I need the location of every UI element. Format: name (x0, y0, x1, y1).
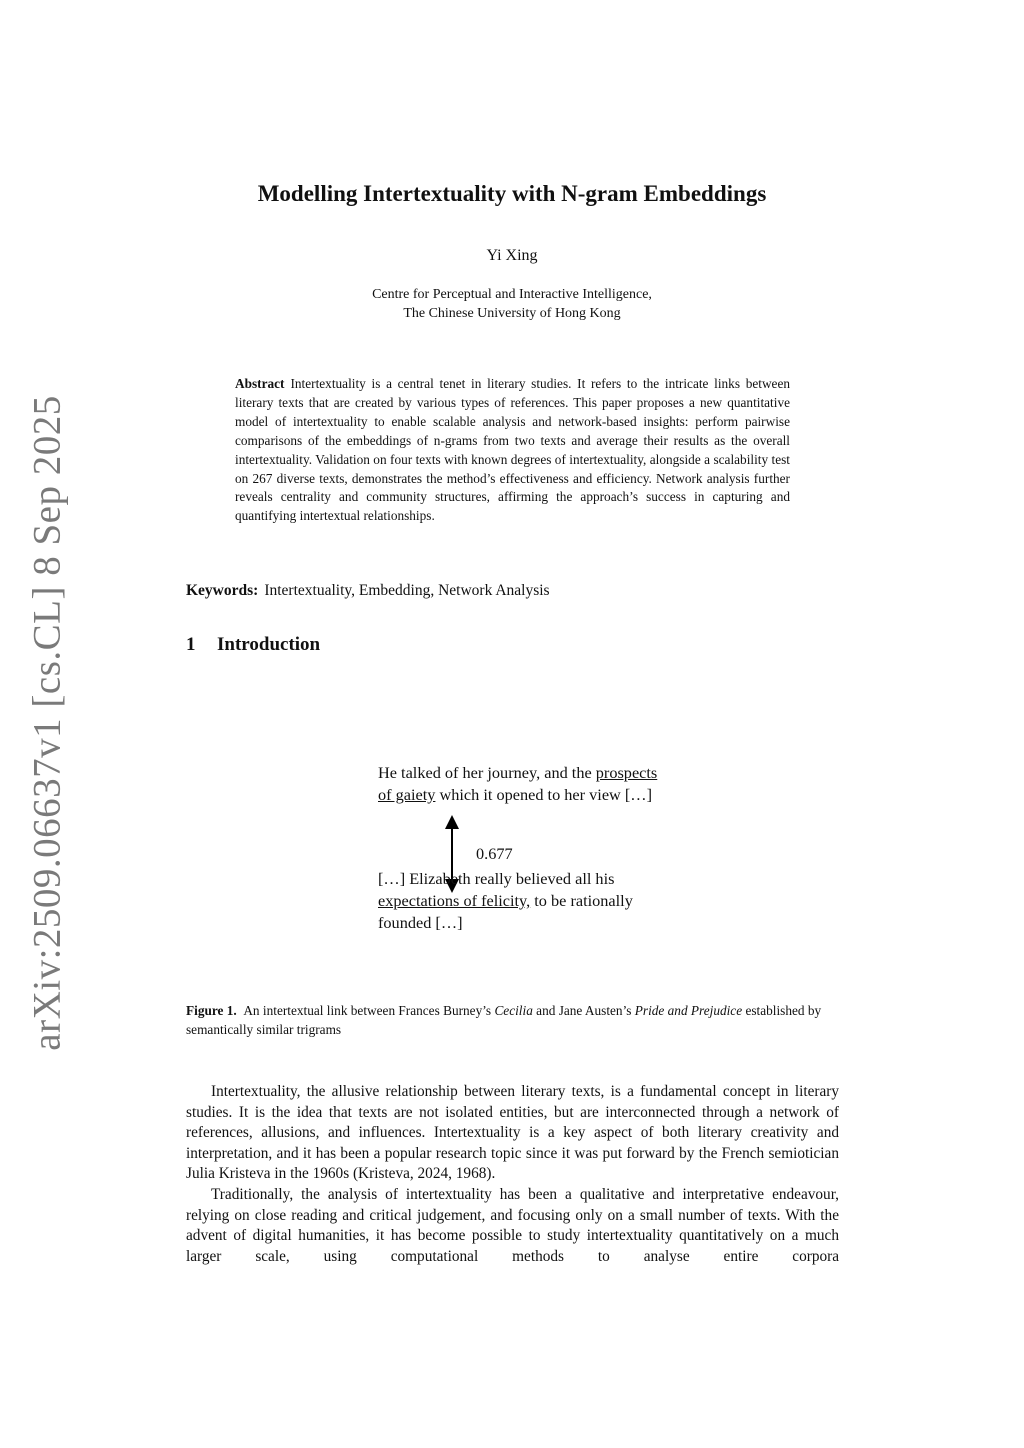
keywords (186, 582, 550, 600)
abstract-label: Abstract (235, 376, 285, 391)
figure-quote-cecilia (378, 762, 668, 806)
abstract-text: Intertextuality is a central tenet in literary studies. It refers to the intricate links between literary texts that are created by various types of references. This paper proposes a new quantitative model of intertextuality to enable scalable analysis and network-based insights: perform pairwise comparisons of the embeddings of n-grams from two texts and average their results as the overall intertextuality. Validation on four texts with known degrees of intertextuality, alongside a scalability test on 267 diverse texts, demonstrates the method’s effectiveness and efficiency. Network analysis further reveals centrality and community structures, affirming the approach’s success in capturing and quantifying intertextual relationships. (235, 376, 790, 524)
similarity-score: 0.677 (476, 844, 513, 863)
affiliation-line-2: The Chinese University of Hong Kong (403, 306, 621, 321)
figure-quote-pride-prejudice (378, 868, 668, 934)
caption-label: Figure 1. (186, 1003, 237, 1018)
caption-work-a: Cecilia (494, 1003, 533, 1018)
keywords-label: Keywords: (186, 582, 259, 599)
section-heading (186, 634, 320, 656)
figure-caption (186, 1002, 840, 1039)
abstract (235, 375, 790, 526)
section-title-text: Introduction (217, 634, 321, 655)
caption-text-c: established by semantically similar trigrams (186, 1003, 822, 1037)
body-paragraph-2: Traditionally, the analysis of intertextuality has been a qualitative and interpretative endeavour, relying on close reading and critical judgement, and focusing only on a small number of texts. With the advent of digital humanities, it has become possible to study intertextuality quantitatively on a much larger scale, using computational methods to analyse entire corpora (186, 1185, 839, 1265)
section-number: 1 (186, 634, 196, 655)
quote-bottom-before: […] Elizabeth really believed all his (378, 869, 615, 888)
arxiv-identifier: arXiv:2509.06637v1 [cs.CL] 8 Sep 2025 (25, 395, 69, 1051)
paper-title: Modelling Intertextuality with N-gram Embeddings (257, 181, 767, 206)
quote-top-trigram: prospects of gaiety (378, 763, 658, 804)
author-affiliation (0, 285, 1024, 323)
caption-work-b: Pride and Prejudice (634, 1003, 743, 1018)
quote-bottom-after: to be rationally founded […] (378, 891, 633, 932)
author-name: Yi Xing (486, 247, 538, 264)
body-text (186, 1082, 839, 1267)
caption-text-a: An intertextual link between Frances Burney’s (243, 1003, 492, 1018)
affiliation-line-1: Centre for Perceptual and Interactive Intelligence, (372, 287, 652, 302)
body-paragraph-1: Intertextuality, the allusive relationship between literary texts, is a fundamental concept in literary studies. It is the idea that texts are not isolated entities, but are interconnected through a network of references, allusions, and influences. Intertextuality is a key aspect of both literary creativity and interpretation, and it has been a popular research topic since it was put forward by the French semiotician Julia Kristeva in the 1960s (Kristeva, 2024, 1968). (186, 1083, 839, 1183)
caption-text-b: and Jane Austen’s (536, 1003, 632, 1018)
quote-top-before: He talked of her journey, and the (378, 763, 592, 782)
quote-top-after: which it opened to her view […] (439, 785, 652, 804)
quote-bottom-trigram: expectations of felicity, (378, 891, 531, 910)
keywords-text: Intertextuality, Embedding, Network Analysis (264, 582, 550, 599)
